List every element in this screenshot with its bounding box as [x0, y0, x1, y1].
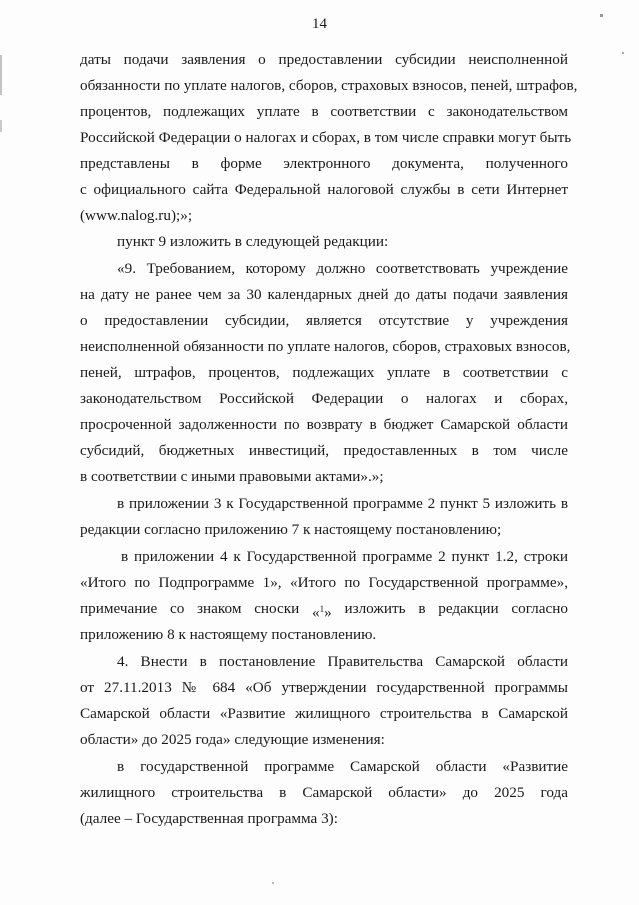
text-fragment: изложить — [344, 600, 406, 617]
text-line: законодательством Российской Федерации о налогах и сборах, — [80, 390, 568, 407]
text-fragment: редакции — [438, 600, 499, 617]
scan-dot — [272, 882, 274, 884]
text-line: области» до 2025 года» следующие изменения: — [80, 731, 385, 748]
text-line: в соответствии с иными правовыми актами».»; — [80, 468, 384, 485]
text-fragment: знаком — [197, 600, 242, 617]
text-line: с официального сайта Федеральной налоговой службы в сети Интернет — [80, 181, 568, 198]
text-line: приложению 8 к настоящему постановлению. — [80, 626, 377, 643]
text-line: неисполненной обязанности по уплате налогов, сборов, страховых взносов, — [80, 338, 571, 355]
text-line: пункт 9 изложить в следующей редакции: — [117, 233, 389, 250]
footnote-mark: 1 — [319, 604, 325, 614]
text-line: субсидий, бюджетных инвестиций, предоставленных в том числе — [80, 442, 568, 459]
text-line: «9. Требованием, которому должно соответствовать учреждение — [117, 260, 568, 277]
text-line: (www.nalog.ru);»; — [80, 207, 193, 224]
text-line: «Итого по Подпрограмме 1», «Итого по Государственной программе», — [80, 574, 568, 591]
text-line: обязанности по уплате налогов, сборов, страховых взносов, пеней, штрафов, — [80, 77, 578, 94]
text-line: на дату не ранее чем за 30 календарных дней до даты подачи заявления — [80, 286, 568, 303]
text-line: о предоставлении субсидии, является отсутствие у учреждения — [80, 312, 568, 329]
text-fragment: согласно — [511, 600, 568, 617]
text-fragment: «$^1$» — [312, 604, 332, 621]
scan-dot — [600, 14, 603, 17]
text-line: даты подачи заявления о предоставлении субсидии неисполненной — [80, 51, 568, 68]
text-fragment: примечание — [80, 600, 158, 617]
text-line: редакции согласно приложению 7 к настоящему постановлению; — [80, 521, 502, 538]
text-fragment: сноски — [254, 600, 300, 617]
text-line: 4. Внести в постановление Правительства Самарской области — [117, 653, 568, 670]
text-fragment: в — [418, 600, 426, 617]
text-line: Самарской области «Развитие жилищного строительства в Самарской — [80, 705, 568, 722]
text-line: в приложении 4 к Государственной программе 2 пункт 1.2, строки — [121, 548, 568, 565]
text-line: (далее – Государственная программа 3): — [80, 810, 338, 827]
text-line: пеней, штрафов, процентов, подлежащих уплате в соответствии с — [80, 364, 568, 381]
scan-edge-mark — [0, 120, 2, 132]
text-line: Российской Федерации о налогах и сборах, в том числе справки могут быть — [80, 129, 572, 146]
text-line-with-footnote — [80, 599, 568, 623]
scan-dot — [622, 52, 624, 54]
text-line: в приложении 3 к Государственной программе 2 пункт 5 изложить в — [117, 495, 568, 512]
text-line: просроченной задолженности по возврату в бюджет Самарской области — [80, 416, 568, 433]
text-line: жилищного строительства в Самарской области» до 2025 года — [80, 784, 568, 801]
text-line: представлены в форме электронного документа, полученного — [80, 155, 568, 172]
page-number: 14 — [312, 16, 327, 32]
text-fragment: со — [169, 600, 185, 617]
scan-edge-mark — [0, 55, 2, 95]
text-line: процентов, подлежащих уплате в соответствии с законодательством — [80, 103, 568, 120]
text-line: в государственной программе Самарской области «Развитие — [117, 758, 568, 775]
text-line: от 27.11.2013 № 684 «Об утверждении государственной программы — [80, 679, 568, 696]
